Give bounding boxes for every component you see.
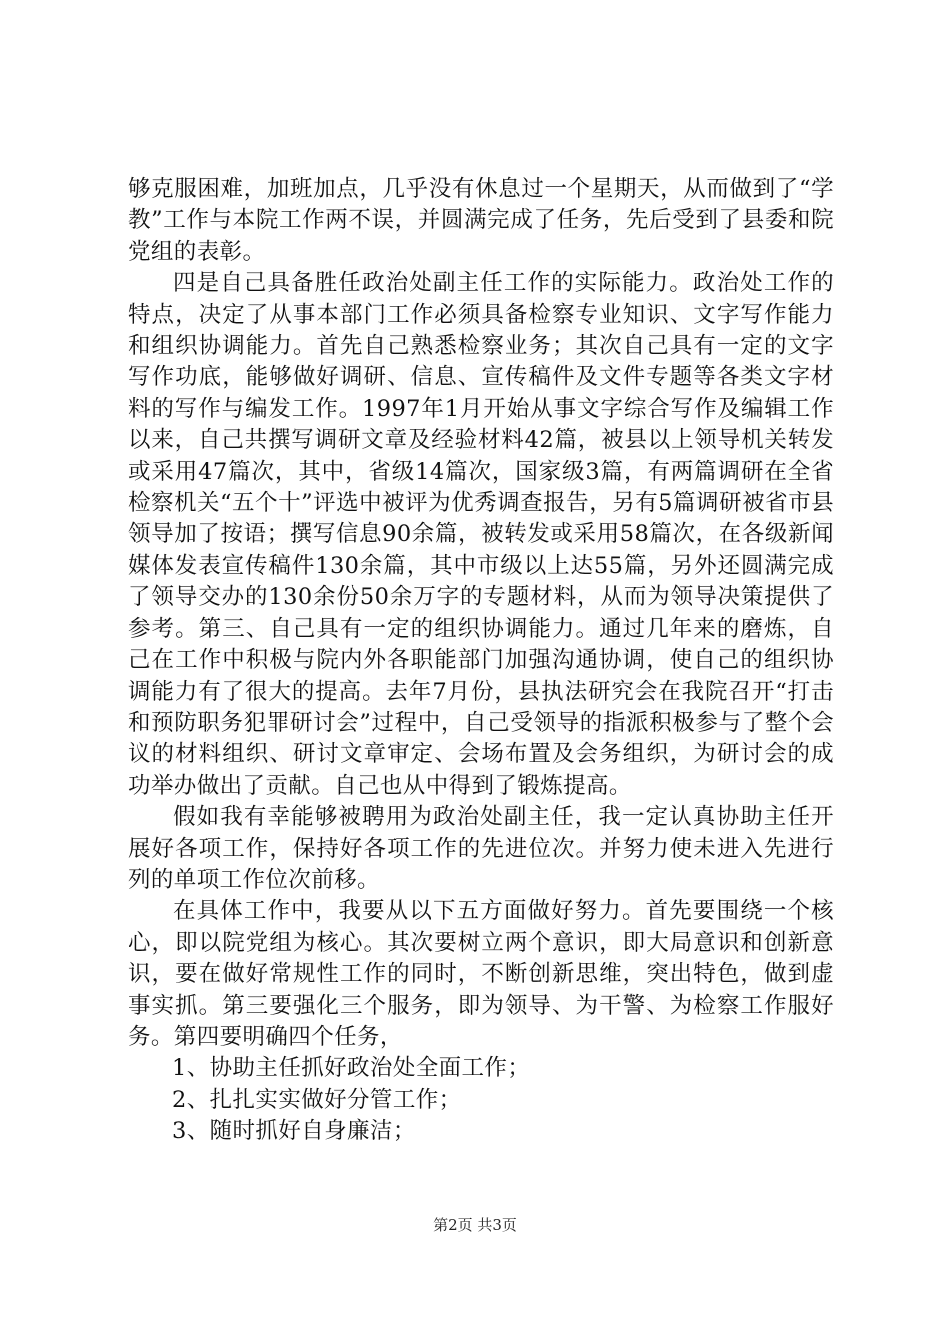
paragraph-ability: 四是自己具备胜任政治处副主任工作的实际能力。政治处工作的特点，决定了从事本部门工作必须具备检察专业知识、文字写作能力和组织协调能力。首先自己熟悉检察业务；其次自己具有一定的文字写作功底，能够做好调研、信息、宣传稿件及文件专题等各类文字材料的写作与编发工作。1997年1月开始从事文字综合写作及编辑工作以来，自己共撰写调研文章及经验材料42篇，被县以上领导机关转发或采用47篇次，其中，省级14篇次，国家级3篇，有两篇调研在全省检察机关“五个十”评选中被评为优秀调查报告，另有5篇调研被省市县领导加了按语；撰写信息90余篇，被转发或采用58篇次，在各级新闻媒体发表宣传稿件130余篇，其中市级以上达55篇，另外还圆满完成了领导交办的130余份50余万字的专题材料，从而为领导决策提供了参考。第三、自己具有一定的组织协调能力。通过几年来的磨炼，自己在工作中积极与院内外各职能部门加强沟通协调，使自己的组织协调能力有了很大的提高。去年7月份，县执法研究会在我院召开“打击和预防职务犯罪研讨会”过程中，自己受领导的指派积极参与了整个会议的材料组织、研讨文章审定、会场布置及会务组织，为研讨会的成功举办做出了贡献。自己也从中得到了锻炼提高。 [128, 270, 834, 799]
document-body [128, 174, 834, 1148]
list-item: 1、协助主任抓好政治处全面工作； [172, 1055, 531, 1082]
list-item: 3、随时抓好自身廉洁； [172, 1118, 416, 1145]
paragraph-plan: 在具体工作中，我要从以下五方面做好努力。首先要围绕一个核心，即以院党组为核心。其次要树立两个意识，即大局意识和创新意识，要在做好常规性工作的同时，不断创新思维，突出特色，做到虚事实抓。第三要强化三个服务，即为领导、为干警、为检察工作服好务。第四要明确四个任务， [128, 898, 834, 1050]
page-number-footer: 第2页 共3页 [433, 1216, 517, 1234]
paragraph-continued: 够克服困难，加班加点，几乎没有休息过一个星期天，从而做到了“学教”工作与本院工作两不误，并圆满完成了任务，先后受到了县委和院党组的表彰。 [128, 176, 834, 265]
paragraph-commitment: 假如我有幸能够被聘用为政治处副主任，我一定认真协助主任开展好各项工作，保持好各项工作的先进位次。并努力使未进入先进行列的单项工作位次前移。 [128, 804, 834, 893]
list-item: 2、扎扎实实做好分管工作； [172, 1086, 462, 1113]
